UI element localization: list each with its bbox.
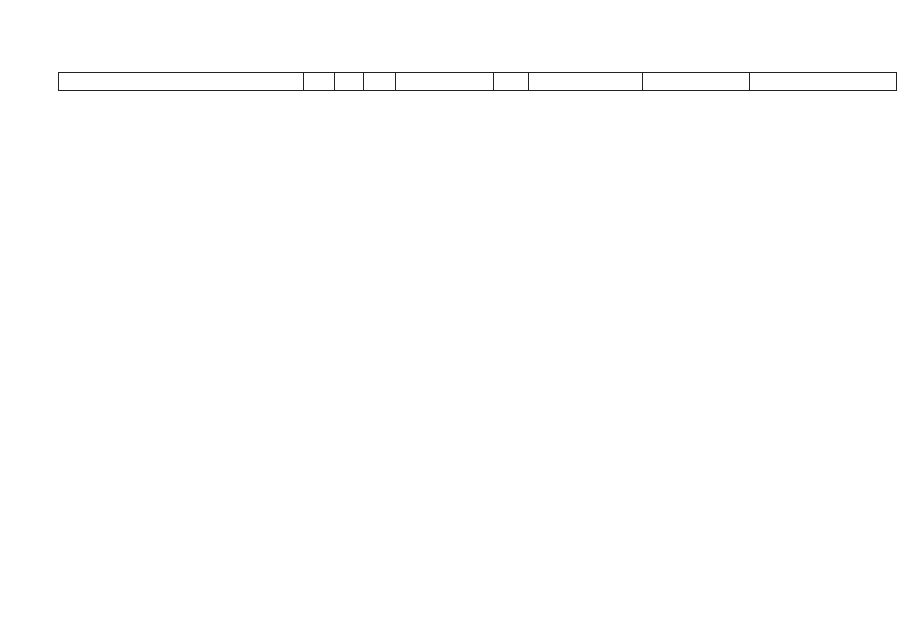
header-col-2 (304, 73, 335, 90)
header-col-5 (396, 73, 494, 90)
header-col-9 (750, 73, 896, 90)
table-header-row (58, 72, 897, 91)
header-col-6 (494, 73, 529, 90)
header-col-8 (643, 73, 750, 90)
header-col-4 (364, 73, 396, 90)
header-col-1 (59, 73, 304, 90)
header-col-3 (335, 73, 364, 90)
header-col-7 (529, 73, 643, 90)
